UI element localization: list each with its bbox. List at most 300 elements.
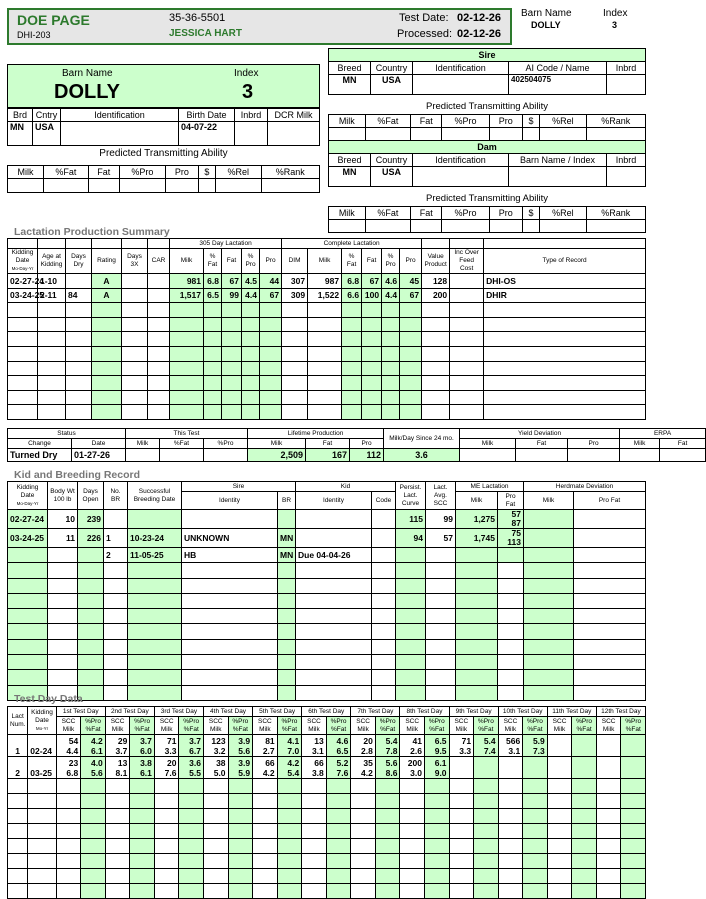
- milk-value: 3.1: [311, 745, 324, 756]
- milk-value: [550, 768, 570, 778]
- empty-cell: [182, 624, 278, 639]
- scc-milk-header: [400, 717, 425, 735]
- scc-milk-header: [596, 717, 621, 735]
- hdr-index: 3: [612, 20, 618, 30]
- empty-cell: [8, 390, 38, 405]
- empty-cell: [382, 303, 400, 318]
- empty-cell: [302, 809, 327, 824]
- status-col: Fat: [306, 439, 350, 449]
- test-day-title: Test Day Data: [14, 693, 83, 705]
- empty-cell: [104, 563, 128, 578]
- empty-cell: [342, 303, 362, 318]
- empty-cell: [260, 376, 282, 391]
- empty-cell: [326, 794, 351, 809]
- empty-cell: [148, 303, 170, 318]
- empty-cell: [498, 609, 524, 624]
- empty-cell: [621, 824, 646, 839]
- empty-cell: [574, 685, 646, 700]
- empty-cell: [596, 884, 621, 899]
- lact-value: 128: [422, 274, 450, 289]
- col-header: [260, 249, 282, 274]
- empty-cell: [242, 303, 260, 318]
- test-value: [474, 757, 499, 779]
- fat-value: 5.4: [287, 767, 300, 778]
- empty-cell: [375, 839, 400, 854]
- empty-cell: [92, 390, 122, 405]
- empty-cell: [382, 405, 400, 420]
- empty-cell: [621, 884, 646, 899]
- pro-value: 4.1: [287, 735, 300, 746]
- status-col: Milk: [460, 439, 516, 449]
- empty-cell: [282, 361, 308, 376]
- empty-cell: [342, 317, 362, 332]
- empty-cell: [400, 854, 425, 869]
- empty-cell: [498, 809, 523, 824]
- col-label: SCC: [503, 717, 518, 725]
- form-code: DHI-203: [17, 30, 51, 40]
- empty-cell: [450, 332, 484, 347]
- empty-cell: [326, 779, 351, 794]
- empty-cell: [362, 390, 382, 405]
- empty-cell: [400, 794, 425, 809]
- empty-cell: [122, 405, 148, 420]
- scc-value: 66: [265, 757, 275, 768]
- empty-cell: [375, 869, 400, 884]
- kid-value: [104, 510, 128, 529]
- col-label: Value Product: [424, 253, 447, 268]
- empty-cell: [484, 405, 646, 420]
- empty-cell: [228, 779, 253, 794]
- milk-value: 3.3: [459, 745, 472, 756]
- scc-value: [599, 758, 619, 768]
- pta-value: [489, 128, 522, 141]
- lact-value: 100: [362, 288, 382, 303]
- test-day-header: 8th Test Day: [400, 707, 449, 717]
- status-group: Milk/Day Since 24 mo.: [384, 429, 460, 449]
- fat-value: 9.0: [434, 767, 447, 778]
- empty-cell: [222, 332, 242, 347]
- empty-cell: [170, 390, 204, 405]
- empty-cell: [426, 593, 456, 608]
- empty-cell: [547, 809, 572, 824]
- col-label: SCC: [601, 717, 616, 725]
- pro-value: [574, 758, 594, 768]
- lactation-table: [7, 238, 646, 420]
- fat-value: [476, 768, 496, 778]
- doe-index: 3: [242, 81, 254, 103]
- empty-cell: [308, 376, 342, 391]
- empty-cell: [48, 593, 78, 608]
- col-label: Milk: [209, 725, 222, 733]
- empty-cell: [170, 317, 204, 332]
- empty-cell: [228, 854, 253, 869]
- test-value: [547, 757, 572, 779]
- empty-cell: [8, 578, 48, 593]
- empty-cell: [222, 390, 242, 405]
- empty-cell: [130, 839, 155, 854]
- status-value: [620, 449, 660, 462]
- pro-fat-header: [474, 717, 499, 735]
- kid-value: 57 87: [498, 510, 524, 529]
- scc-milk-header: [351, 717, 376, 735]
- test-value: [154, 735, 179, 757]
- group-complete: Complete Lactation: [282, 239, 422, 249]
- empty-cell: [260, 303, 282, 318]
- doe-pta-title: Predicted Transmitting Ability: [99, 148, 228, 159]
- pro-fat-header: [179, 717, 204, 735]
- empty-cell: [396, 685, 426, 700]
- kid-value: 02-27-24: [8, 510, 48, 529]
- empty-cell: [48, 563, 78, 578]
- lact-value: 44: [260, 274, 282, 289]
- empty-cell: [400, 405, 422, 420]
- empty-cell: [422, 303, 450, 318]
- empty-cell: [278, 670, 296, 685]
- status-group: Yield Deviation: [460, 429, 620, 439]
- empty-cell: [426, 670, 456, 685]
- col-label: Fat: [226, 257, 237, 264]
- lact-value: 6.6: [342, 288, 362, 303]
- pta-col: %Rank: [586, 115, 645, 128]
- pro-value: [623, 758, 643, 768]
- kid-value: MN: [278, 529, 296, 548]
- pro-fat-header: [375, 717, 400, 735]
- empty-cell: [242, 332, 260, 347]
- pta-col: %Pro: [442, 207, 489, 220]
- empty-cell: [204, 332, 222, 347]
- scc-value: 20: [166, 757, 177, 768]
- empty-cell: [81, 854, 106, 869]
- col-label: Milk: [318, 257, 331, 264]
- col-label: Persist. Lact. Curve: [399, 483, 422, 507]
- empty-cell: [449, 779, 474, 794]
- empty-cell: [302, 884, 327, 899]
- sire-table: [328, 48, 646, 95]
- empty-cell: [400, 317, 422, 332]
- empty-cell: [179, 824, 204, 839]
- empty-cell: [78, 639, 104, 654]
- empty-cell: [282, 303, 308, 318]
- empty-cell: [260, 317, 282, 332]
- empty-cell: [8, 303, 38, 318]
- empty-cell: [48, 655, 78, 670]
- empty-cell: [596, 839, 621, 854]
- empty-cell: [474, 824, 499, 839]
- sire-pta-table: [328, 114, 646, 141]
- empty-cell: [154, 884, 179, 899]
- pta-value: [44, 179, 89, 193]
- empty-cell: [105, 839, 130, 854]
- scc-value: [550, 736, 570, 746]
- empty-cell: [396, 639, 426, 654]
- empty-cell: [342, 346, 362, 361]
- empty-cell: [8, 624, 48, 639]
- empty-cell: [179, 839, 204, 854]
- empty-cell: [182, 670, 278, 685]
- col-label: CAR: [151, 257, 166, 264]
- empty-cell: [596, 824, 621, 839]
- lact-value: [450, 274, 484, 289]
- empty-cell: [204, 346, 222, 361]
- empty-cell: [523, 884, 548, 899]
- col: Brd: [8, 109, 33, 122]
- pro-fat-header: [81, 717, 106, 735]
- col-header: [78, 482, 104, 510]
- empty-cell: [38, 346, 66, 361]
- col: Inbrd: [607, 154, 646, 167]
- pta-col: %Rank: [586, 207, 645, 220]
- lact-value: 6.8: [204, 274, 222, 289]
- col-header: [382, 249, 400, 274]
- pro-fat-header: [424, 717, 449, 735]
- test-value: [547, 735, 572, 757]
- pro-value: 4.2: [90, 735, 103, 746]
- col-label: Days Open: [82, 487, 99, 503]
- status-table: [7, 428, 706, 462]
- empty-cell: [574, 670, 646, 685]
- empty-cell: [222, 376, 242, 391]
- col-header: [426, 482, 456, 510]
- test-day-header: 12th Test Day: [596, 707, 645, 717]
- test-value: [572, 735, 597, 757]
- empty-cell: [547, 854, 572, 869]
- col-header: [8, 249, 38, 274]
- empty-cell: [342, 376, 362, 391]
- empty-cell: [375, 809, 400, 824]
- empty-cell: [456, 578, 498, 593]
- pta-col: %Fat: [44, 166, 89, 179]
- empty-cell: [302, 839, 327, 854]
- col-label: %Fat: [576, 725, 592, 733]
- blank: [422, 239, 450, 249]
- col-header: [170, 249, 204, 274]
- empty-cell: [278, 685, 296, 700]
- kidding-date: 03-25: [28, 757, 56, 779]
- col-label: %Fat: [330, 725, 347, 733]
- scc-milk-header: [154, 717, 179, 735]
- col-label: DIM: [288, 257, 301, 264]
- empty-cell: [228, 839, 253, 854]
- empty-cell: [422, 405, 450, 420]
- empty-cell: [426, 655, 456, 670]
- fat-value: 7.6: [336, 767, 349, 778]
- empty-cell: [8, 809, 28, 824]
- col-label: Milk: [455, 725, 468, 733]
- pro-fat-header: [523, 717, 548, 735]
- empty-cell: [104, 655, 128, 670]
- lact-value: 02-27-24: [8, 274, 38, 289]
- status-col: Milk: [248, 439, 306, 449]
- empty-cell: [130, 809, 155, 824]
- empty-cell: [8, 884, 28, 899]
- empty-cell: [396, 609, 426, 624]
- pta-col: $: [198, 166, 215, 179]
- col-label: Successful Breeding Date: [133, 487, 176, 503]
- pro-fat-header: [621, 717, 646, 735]
- empty-cell: [574, 639, 646, 654]
- col-label: % Fat: [207, 253, 218, 268]
- empty-cell: [278, 563, 296, 578]
- col-label: SCC: [159, 717, 174, 725]
- col-label: %Fat: [625, 725, 641, 733]
- empty-cell: [204, 824, 229, 839]
- empty-cell: [372, 563, 396, 578]
- empty-cell: [474, 884, 499, 899]
- col-label: %Pro: [527, 717, 543, 725]
- fat-value: 6.5: [336, 745, 349, 756]
- pta-col: Pro: [489, 207, 522, 220]
- empty-cell: [547, 884, 572, 899]
- empty-cell: [474, 854, 499, 869]
- empty-cell: [38, 317, 66, 332]
- empty-cell: [342, 405, 362, 420]
- val: MN: [329, 75, 371, 95]
- empty-cell: [450, 405, 484, 420]
- empty-cell: [154, 779, 179, 794]
- pta-value: [8, 179, 44, 193]
- empty-cell: [351, 884, 376, 899]
- empty-cell: [474, 794, 499, 809]
- milk-value: 4.2: [361, 767, 373, 778]
- pta-value: [411, 220, 442, 233]
- empty-cell: [182, 609, 278, 624]
- empty-cell: [450, 390, 484, 405]
- empty-cell: [122, 390, 148, 405]
- empty-cell: [484, 361, 646, 376]
- lact-num-header: Lact Num.: [8, 707, 28, 735]
- empty-cell: [278, 609, 296, 624]
- col-label: SCC: [405, 717, 420, 725]
- test-value: [400, 735, 425, 757]
- pro-value: [476, 758, 496, 768]
- empty-cell: [105, 809, 130, 824]
- empty-cell: [179, 869, 204, 884]
- kid-value: Due 04-04-26: [296, 548, 372, 563]
- val: [235, 122, 268, 146]
- empty-cell: [424, 809, 449, 824]
- empty-cell: [282, 405, 308, 420]
- val: [413, 167, 509, 187]
- empty-cell: [456, 685, 498, 700]
- pta-value: [540, 128, 586, 141]
- empty-cell: [296, 655, 372, 670]
- empty-cell: [523, 824, 548, 839]
- lact-num: 1: [8, 735, 28, 757]
- empty-cell: [260, 361, 282, 376]
- page-header: [7, 8, 512, 45]
- milk-value: 7.6: [164, 767, 177, 778]
- kid-value: [574, 548, 646, 563]
- empty-cell: [424, 839, 449, 854]
- lact-value: 1,517: [170, 288, 204, 303]
- kid-value: [574, 510, 646, 529]
- empty-cell: [326, 809, 351, 824]
- herd-id: 35-36-5501: [169, 12, 226, 24]
- empty-cell: [396, 578, 426, 593]
- empty-cell: [56, 809, 81, 824]
- fat-value: 5.5: [189, 767, 201, 778]
- empty-cell: [498, 854, 523, 869]
- empty-cell: [204, 839, 229, 854]
- status-col: Fat: [516, 439, 568, 449]
- empty-cell: [92, 346, 122, 361]
- empty-cell: [105, 824, 130, 839]
- col-header: [450, 249, 484, 274]
- empty-cell: [130, 794, 155, 809]
- col-header: [396, 482, 426, 510]
- empty-cell: [498, 824, 523, 839]
- pta-col: %Pro: [119, 166, 165, 179]
- lact-value: 981: [170, 274, 204, 289]
- col-label: %Fat: [134, 725, 150, 733]
- pro-value: 3.6: [189, 757, 201, 768]
- empty-cell: [282, 332, 308, 347]
- empty-cell: [302, 794, 327, 809]
- empty-cell: [130, 779, 155, 794]
- fat-value: 6.7: [189, 745, 201, 756]
- status-group: ERPA: [620, 429, 706, 439]
- empty-cell: [222, 405, 242, 420]
- kid-value: [396, 548, 426, 563]
- fat-value: 6.0: [140, 745, 152, 756]
- empty-cell: [382, 390, 400, 405]
- col: Inbrd: [607, 62, 646, 75]
- empty-cell: [48, 609, 78, 624]
- empty-cell: [498, 563, 524, 578]
- empty-cell: [282, 390, 308, 405]
- lact-value: [122, 274, 148, 289]
- pro-fat-header: [130, 717, 155, 735]
- empty-cell: [484, 346, 646, 361]
- empty-cell: [326, 824, 351, 839]
- empty-cell: [308, 361, 342, 376]
- col: Birth Date: [179, 109, 235, 122]
- blank: [66, 239, 92, 249]
- val: USA: [371, 75, 413, 95]
- empty-cell: [56, 824, 81, 839]
- empty-cell: [523, 794, 548, 809]
- empty-cell: [277, 884, 302, 899]
- milk-value: [452, 768, 472, 778]
- empty-cell: [372, 685, 396, 700]
- empty-cell: [204, 854, 229, 869]
- empty-cell: [351, 839, 376, 854]
- empty-cell: [296, 609, 372, 624]
- lact-value: [122, 288, 148, 303]
- empty-cell: [362, 361, 382, 376]
- scc-value: 35: [363, 757, 373, 768]
- empty-cell: [253, 779, 278, 794]
- empty-cell: [66, 317, 92, 332]
- empty-cell: [449, 854, 474, 869]
- empty-cell: [422, 390, 450, 405]
- status-col: Change: [8, 439, 72, 449]
- empty-cell: [296, 593, 372, 608]
- empty-cell: [148, 317, 170, 332]
- empty-cell: [154, 869, 179, 884]
- empty-cell: [400, 824, 425, 839]
- empty-cell: [456, 639, 498, 654]
- empty-cell: [48, 624, 78, 639]
- col-label: %Fat: [232, 725, 248, 733]
- hdr-barn-name: DOLLY: [531, 20, 561, 30]
- scc-milk-header: [253, 717, 278, 735]
- empty-cell: [122, 332, 148, 347]
- owner-name: JESSICA HART: [169, 28, 242, 39]
- fat-value: 8.6: [385, 767, 398, 778]
- empty-cell: [8, 563, 48, 578]
- kid-value: 1,275: [456, 510, 498, 529]
